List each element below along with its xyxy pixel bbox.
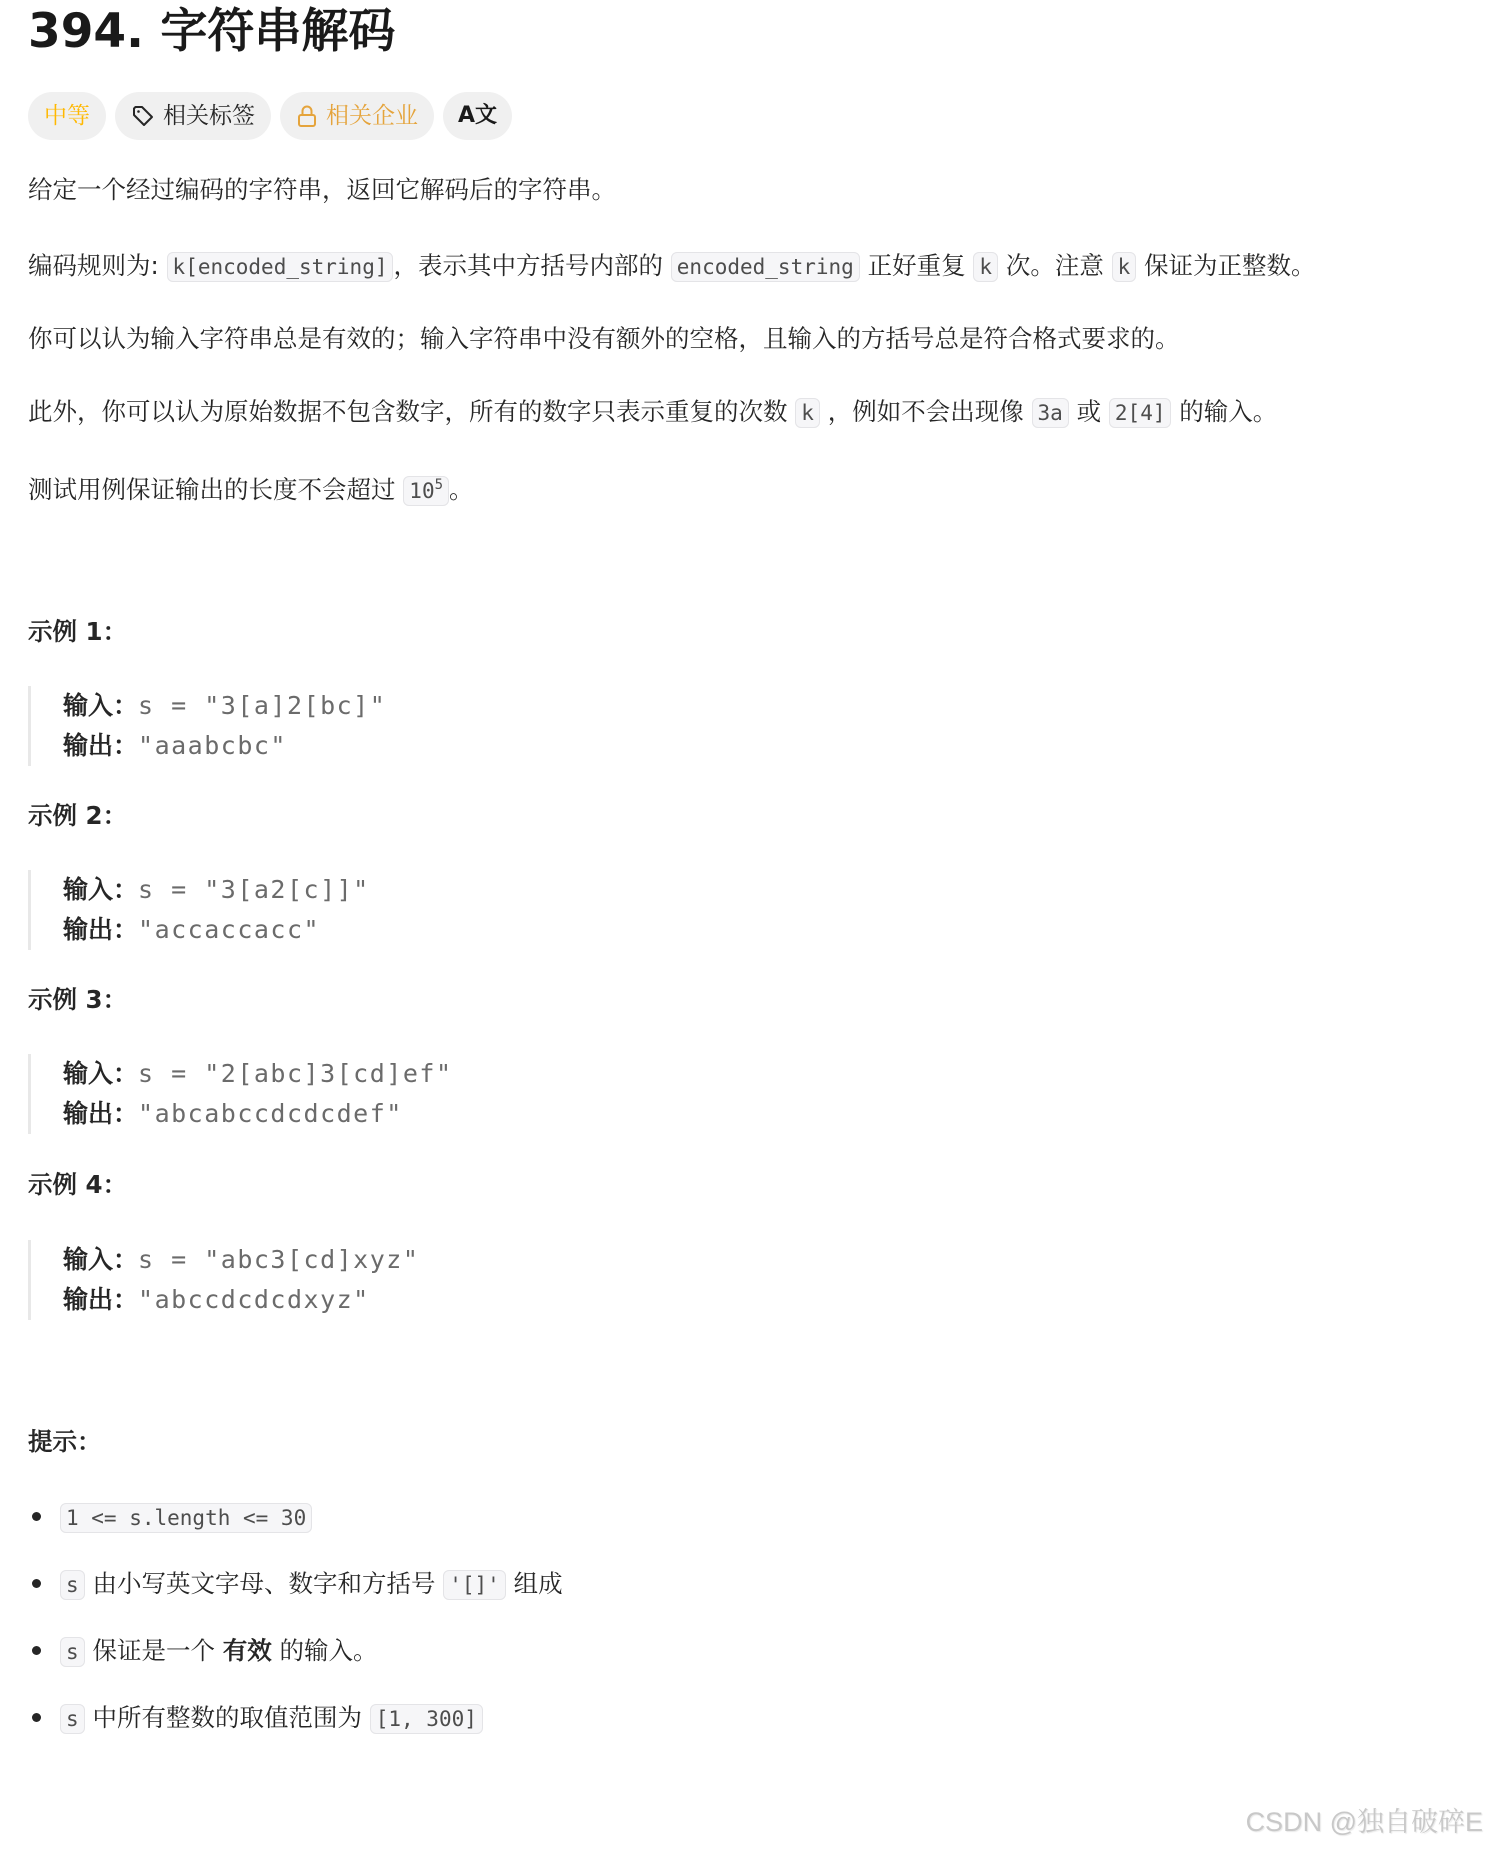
constraint-item [28,1685,563,1752]
inline-code: s [60,1704,85,1734]
inline-code: [1, 300] [370,1704,483,1734]
inline-code: 1 <= s.length <= 30 [60,1503,312,1533]
output-value: "accaccacc" [138,915,321,944]
example-2-block [28,870,1228,950]
inline-code: s [60,1637,85,1667]
description-paragraph-5 [28,467,474,509]
text: 由小写英文字母、数字和方括号 [84,1569,444,1598]
description-paragraph-2 [28,248,1316,285]
inline-code: s [60,1570,85,1600]
text: 或 [1068,397,1109,426]
text: 的输入。 [1171,397,1278,426]
lock-icon [296,104,318,128]
example-4-heading: 示例 4： [28,1170,128,1199]
text: ，表示其中方括号内部的 [393,251,671,280]
text: 此外，你可以认为原始数据不包含数字，所有的数字只表示重复的次数 [28,397,796,426]
example-1-heading: 示例 1： [28,617,128,646]
problem-title: 394. 字符串解码 [28,4,396,59]
description-paragraph-3: 你可以认为输入字符串总是有效的；输入字符串中没有额外的空格，且输入的方括号总是符合格式要求的。 [28,324,1180,353]
difficulty-label: 中等 [44,103,90,129]
text: 次。注意 [998,251,1112,280]
code-base: 10 [409,479,435,503]
output-value: "aaabcbc" [138,731,287,760]
watermark: CSDN @独自破碎E [1245,1807,1483,1837]
constraint-item [28,1484,563,1551]
inline-code: k[encoded_string] [167,252,394,282]
inline-code: k [973,252,998,282]
text: 中所有整数的取值范围为 [84,1703,370,1732]
constraints-list [28,1484,563,1752]
text: 组成 [505,1569,563,1598]
output-value: "abcabccdcdcdef" [138,1099,403,1128]
related-tags-label: 相关标签 [163,103,255,129]
input-value: s = "abc3[cd]xyz" [138,1245,420,1274]
output-label: 输出： [63,1285,139,1314]
input-label: 输入： [63,1059,139,1088]
constraint-item [28,1551,563,1618]
input-label: 输入： [63,691,139,720]
example-4-block [28,1240,1228,1320]
input-label: 输入： [63,875,139,904]
inline-code: k [795,398,820,428]
example-2-heading: 示例 2： [28,801,128,830]
description-paragraph-1: 给定一个经过编码的字符串，返回它解码后的字符串。 [28,175,616,204]
output-label: 输出： [63,1099,139,1128]
inline-code: '[]' [443,1570,506,1600]
text: ，例如不会出现像 [819,397,1032,426]
constraint-item [28,1618,563,1685]
inline-code [403,476,449,506]
example-1-block [28,686,1228,766]
text: 编码规则为: [28,251,167,280]
inline-code: k [1112,252,1137,282]
output-label: 输出： [63,915,139,944]
inline-code: 2[4] [1109,398,1172,428]
related-companies-button[interactable] [280,92,434,140]
related-tags-button[interactable] [115,92,271,140]
related-companies-label: 相关企业 [326,103,418,129]
input-label: 输入： [63,1245,139,1274]
translate-icon: A文 [458,103,498,128]
inline-code: encoded_string [671,252,860,282]
text: 。 [449,475,474,504]
input-value: s = "3[a]2[bc]" [138,691,387,720]
text: 测试用例保证输出的长度不会超过 [28,475,404,504]
text: 的输入。 [271,1636,378,1665]
output-value: "abccdcdcdxyz" [138,1285,370,1314]
output-label: 输出： [63,731,139,760]
difficulty-badge[interactable] [28,92,106,140]
example-3-block [28,1054,1228,1134]
input-value: s = "2[abc]3[cd]ef" [138,1059,453,1088]
text: 保证为正整数。 [1136,251,1316,280]
text: 保证是一个 [84,1636,223,1665]
bold-text: 有效 [222,1636,272,1665]
translate-button[interactable] [443,92,512,140]
tag-icon [131,104,155,128]
input-value: s = "3[a2[c]]" [138,875,370,904]
inline-code: 3a [1032,398,1069,428]
code-exponent: 5 [434,477,444,493]
problem-pills [28,92,512,140]
example-3-heading: 示例 3： [28,985,128,1014]
constraints-heading: 提示： [28,1427,102,1456]
text: 正好重复 [859,251,974,280]
description-paragraph-4 [28,394,1277,431]
